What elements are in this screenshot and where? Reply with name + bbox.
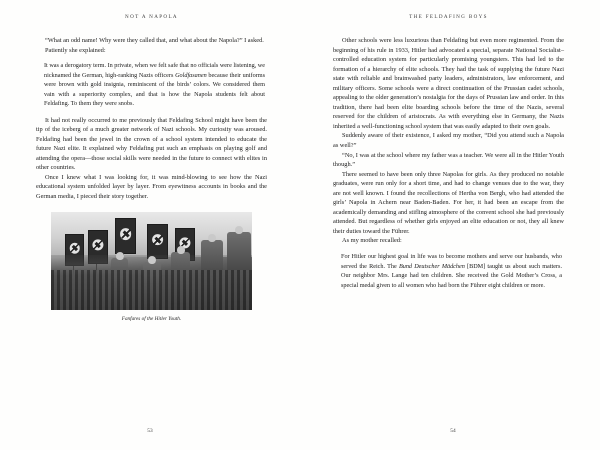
paragraph: As my mother recalled: (342, 237, 402, 245)
paragraph: “No, I was at the school where my father was a teacher. We were all in the Hitler Youth though.” (333, 151, 564, 169)
paragraph: Suddenly aware of their existence, I asked my mother, “Did you attend such a Napola as well?” (333, 132, 564, 150)
historical-photograph (51, 212, 252, 310)
italic-term: Goldfasanen (175, 71, 207, 79)
right-page (300, 0, 600, 450)
swastika-banner (115, 218, 136, 254)
trumpeter-head (177, 246, 185, 254)
trumpeter-head (235, 226, 243, 234)
paragraph: “What an odd name! Why were they called that, and what about the Napola?” I asked. (45, 37, 264, 44)
page-number-left: 53 (147, 428, 153, 434)
running-head-right: THE FELDAFING BOYS (409, 14, 488, 20)
block-quote-extract: For Hitler our highest goal in life was to become mothers and serve our husbands, who served the Reich. The Bund Deutscher Mädchen [BDM] taught us about such matters. Our neighbor Mrs. Lange had ten children. She received the Gold Mother’s Cross, a special medal given to all women who had born the Führer eight children or more. (341, 253, 562, 289)
swastika-banner (147, 224, 168, 259)
page-number-right: 54 (450, 428, 456, 434)
trumpeter-head (148, 256, 156, 264)
figure (36, 212, 267, 323)
paragraph: There seemed to have been only three Napolas for girls. As they produced no notable graduates, were run only for a short time, and had to change venues due to the war, they are not well known. I found the recollections of Hertha von Bergh, who had attended the girls’ Napola in Achern near Baden-Baden. For her, it had been an escape from the academically demanding and stifling atmosphere of the convent school she had previously attended. But regardless of whether girls enjoyed an elite education or not, they all knew their duties toward the Führer. (333, 170, 564, 235)
paragraph: Patiently she explained: (45, 46, 106, 54)
paragraph: It had not really occurred to me previously that Feldafing School might have been the tip of the iceberg of a much greater network of Nazi schools. My curiosity was aroused. Feldafing had been the jewel in the crown of a school system intended to educate the future Nazi elite. It explained why Feldafing put such an emphasis on playing golf and attending the opera—those social skills were needed in the future to connect with elites in other countries. (36, 116, 267, 172)
paragraph: Once I knew what I was looking for, it was mind-blowing to see how the Nazi educational system unfolded layer by layer. From eyewitness accounts in books and the German media, I pieced their story together. (36, 173, 267, 200)
figure-caption: Fanfares of the Hitler Youth. (121, 315, 182, 322)
photo-crowd (51, 270, 252, 309)
paragraph: Other schools were less luxurious than Feldafing but even more regimented. From the beginning of his rule in 1933, Hitler had advocated a special, separate National Socialist–controlled education system for particularly promising youngsters. This had led to the formation of a hierarchy of elite schools. They had the task of supplying the future Nazi state with reliable and brainwashed party leaders, administrators, law enforcement, and military officers. Some schools were a direct continuation of the Prussian cadet schools, appealing to the older generation’s nostalgia for the days of Prussian law and order. In this tradition, there had been elite boarding schools before the time of the Nazis, several reserved for the children of aristocrats. As with everything else in Germany, the Nazis inherited a well-functioning school system that was easily adapted to their own goals. (333, 37, 564, 130)
running-head-left: NOT A NAPOLA (125, 14, 178, 20)
trumpeter-head (116, 252, 124, 260)
trumpeter-head (208, 234, 216, 242)
italic-term: Bund Deutscher Mädchen (398, 262, 465, 270)
block-quote-extract: It was a derogatory term. In private, when we felt safe that no officials were listening, we nicknamed the German, high-ranking Nazis officers Goldfasanen because their uniforms were brown with gold insignia, reminiscent of the birds’ colors. We considered them vain with a superiority complex, and that is how the Napola students felt about Feldafing. To them they were snobs. (44, 62, 266, 108)
